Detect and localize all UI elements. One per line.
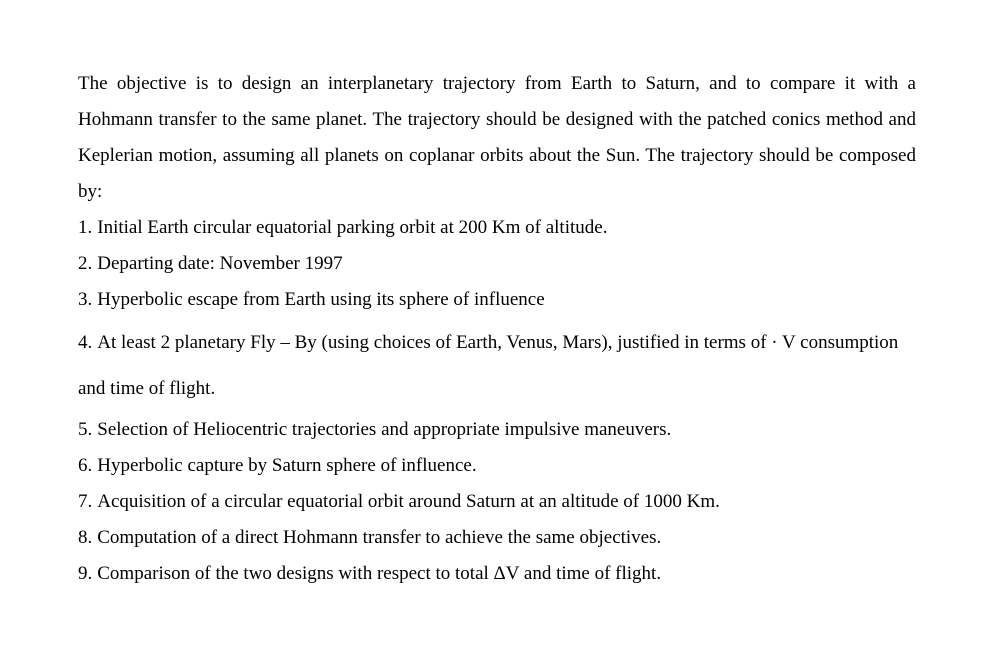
item-text: Initial Earth circular equatorial parking orbit at 200 Km of altitude.: [97, 217, 608, 238]
list-item: [78, 210, 916, 246]
list-item: [78, 448, 916, 484]
item-number: 8.: [78, 527, 93, 548]
item-number: 3.: [78, 289, 93, 310]
intro-paragraph: The objective is to design an interplanetary trajectory from Earth to Saturn, and to compare it with a Hohmann transfer to the same planet. The trajectory should be designed with the patched conics method and Keplerian motion, assuming all planets on coplanar orbits about the Sun. The trajectory should be composed by:: [78, 73, 916, 202]
item-number: 1.: [78, 217, 93, 238]
document-body: [78, 66, 916, 592]
list-item: [78, 318, 916, 412]
requirements-list: [78, 210, 916, 592]
list-item: [78, 556, 916, 592]
item-text: Computation of a direct Hohmann transfer to achieve the same objectives.: [97, 527, 662, 548]
item-text: Hyperbolic capture by Saturn sphere of influence.: [97, 455, 477, 476]
list-item: [78, 520, 916, 556]
item-text: Acquisition of a circular equatorial orbit around Saturn at an altitude of 1000 Km.: [97, 491, 720, 512]
item-number: 5.: [78, 419, 93, 440]
item-number: 4.: [78, 332, 93, 353]
item-text: At least 2 planetary Fly – By (using choices of Earth, Venus, Mars), justified in terms of · V consumption and time of flight.: [78, 332, 899, 399]
item-number: 9.: [78, 563, 93, 584]
item-text: Selection of Heliocentric trajectories and appropriate impulsive maneuvers.: [97, 419, 672, 440]
list-item: [78, 282, 916, 318]
list-item: [78, 246, 916, 282]
item-text: Departing date: November 1997: [97, 253, 343, 274]
item-text: Comparison of the two designs with respect to total ΔV and time of flight.: [97, 563, 662, 584]
item-number: 6.: [78, 455, 93, 476]
list-item: [78, 484, 916, 520]
item-number: 7.: [78, 491, 93, 512]
list-item: [78, 412, 916, 448]
item-number: 2.: [78, 253, 93, 274]
item-text: Hyperbolic escape from Earth using its sphere of influence: [97, 289, 545, 310]
